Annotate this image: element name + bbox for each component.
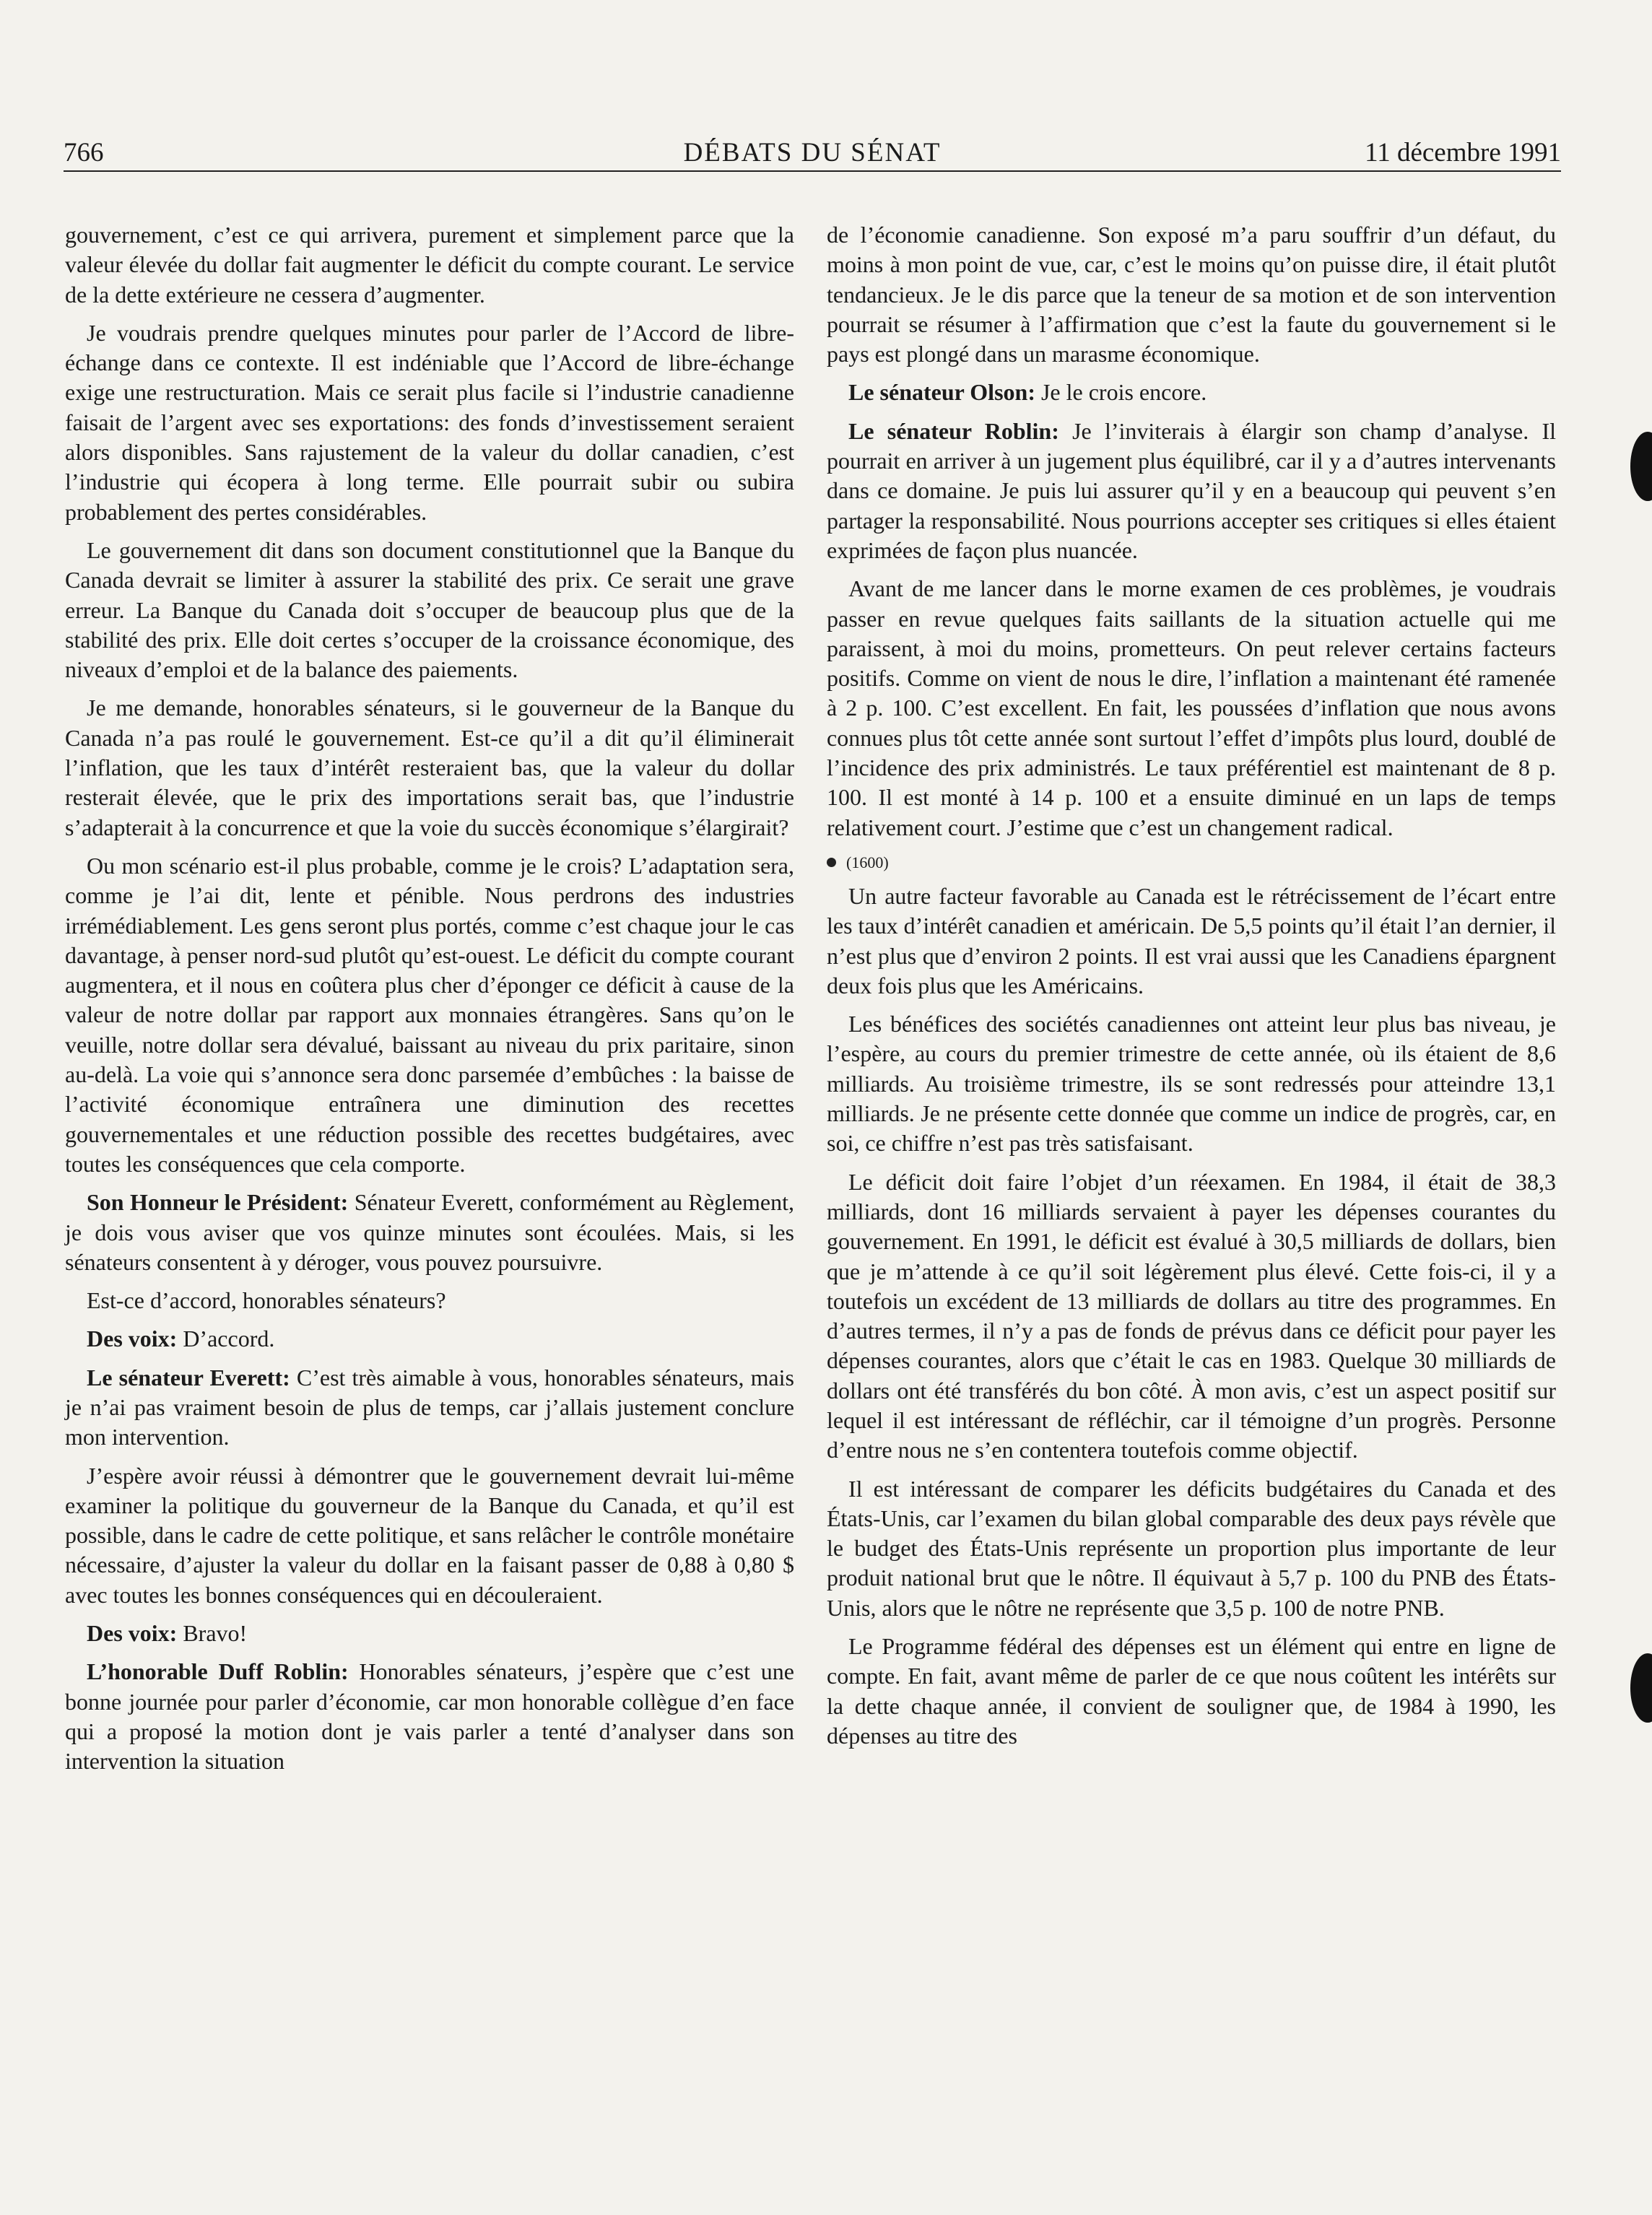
page-number: 766 [64, 138, 104, 167]
paragraph-text: Les bénéfices des sociétés canadiennes ont atteint leur plus bas niveau, je l’espère, au cours du premier trimestre de cette année, où ils étaient de 8,6 milliards. Au troisième trimestre, ils se sont redressés pour atteindre 13,1 milliards. Je ne présente cette donnée que comme un indice de progrès, car, en soi, ce chiffre n’est pas très satisfaisant. [827, 1011, 1556, 1157]
paragraph [827, 220, 1556, 369]
paragraph [65, 1188, 794, 1277]
paragraph [65, 220, 794, 310]
speaker-name: Le sénateur Everett: [87, 1364, 290, 1391]
page-header [64, 130, 1561, 172]
publication-title: DÉBATS DU SÉNAT [683, 138, 942, 167]
paragraph-text: Je me demande, honorables sénateurs, si le gouverneur de la Banque du Canada n’a pas roulé le gouvernement. Est-ce qu’il a dit qu’il éliminerait l’inflation, que les taux d’intérêt resteraient bas, que la valeur du dollar resterait élevée, que le prix des importations serait bas, que l’industrie s’adapterait à la concurrence et que la voie du succès économique s’élargirait? [65, 695, 794, 840]
speaker-name: Le sénateur Roblin: [848, 417, 1059, 444]
paragraph-text: Sénateur Everett, conformément au Règlement, je dois vous aviser que vos quinze minutes sont écoulées. Mais, si les sénateurs consentent à y déroger, vous pouvez poursuivre. [65, 1189, 795, 1275]
paragraph-text: Je voudrais prendre quelques minutes pour parler de l’Accord de libre-échange dans ce contexte. Il est indéniable que l’Accord de libre-échange exige une restructuration. Mais ce serait plus facile si l’industrie canadienne faisait de l’argent avec ses exportations: des fonds d’investissement seraient alors disponibles. Sans rajustement de la valeur du dollar canadien, c’est l’industrie qui écopera à long terme. Elle pourrait subir ou subira probablement des pertes considérables. [65, 319, 794, 525]
speaker-name: L’honorable Duff Roblin: [87, 1658, 349, 1685]
paragraph-text: Je l’inviterais à élargir son champ d’analyse. Il pourrait en arriver à un jugement plus équilibré, car il y a d’autres intervenants dans ce domaine. Je puis lui assurer qu’il y en a beaucoup qui peuvent s’en partager la responsabilité. Nous pourrions accepter ses critiques si elles étaient exprimées de façon plus nuancée. [827, 417, 1556, 563]
paragraph-text: C’est très aimable à vous, honorables sénateurs, mais je n’ai pas vraiment besoin de plus de temps, car j’allais justement conclure mon intervention. [65, 1364, 794, 1450]
paragraph-text: Le Programme fédéral des dépenses est un élément qui entre en ligne de compte. En fait, avant même de parler de ce que nous coûtent les intérêts sur la dette chaque année, il convient de souligner que, de 1984 à 1990, les dépenses au titre des [827, 1633, 1556, 1749]
paragraph [65, 536, 794, 684]
paragraph [65, 1363, 794, 1453]
bullet-icon [827, 858, 836, 867]
time-marker-text: (1600) [846, 853, 889, 871]
paragraph [65, 318, 794, 527]
paragraph [65, 1324, 794, 1354]
paragraph-text: J’espère avoir réussi à démontrer que le gouvernement devrait lui-même examiner la politique du gouverneur de la Banque du Canada, et qu’il est possible, dans le cadre de cette politique, et sans relâcher le contrôle monétaire nécessaire, d’ajuster la valeur du dollar en la faisant passer de 0,88 à 0,80 $ avec toutes les bonnes conséquences qui en découleraient. [65, 1462, 794, 1608]
paragraph [827, 1009, 1556, 1158]
binder-hole [1630, 1653, 1652, 1723]
speaker-name: Son Honneur le Président: [87, 1189, 349, 1216]
paragraph-text: Avant de me lancer dans le morne examen de ces problèmes, je voudrais passer en revue quelques faits saillants de la situation actuelle qui me paraissent, à moi du moins, prometteurs. On peut relever certains facteurs positifs. Comme on vient de nous le dire, l’inflation a maintenant été ramenée à 2 p. 100. C’est excellent. En fait, les poussées d’inflation que nous avons connues plus tôt cette année sont surtout l’effet d’impôts plus lourd, doublé de l’incidence des prix administrés. Le taux préférentiel est maintenant de 8 p. 100. Il est monté à 14 p. 100 et a ensuite diminué en un laps de temps relativement court. J’estime que c’est un changement radical. [827, 575, 1556, 840]
speaker-name: Des voix: [87, 1326, 178, 1352]
paragraph-text: D’accord. [177, 1326, 275, 1352]
paragraph-text: Un autre facteur favorable au Canada est le rétrécissement de l’écart entre les taux d’intérêt canadien et américain. De 5,5 points qu’il était l’an dernier, il n’est plus que d’environ 2 points. Il est vrai aussi que les Canadiens épargnent deux fois plus que les Américains. [827, 882, 1556, 998]
paragraph [65, 1657, 794, 1776]
paragraph [65, 693, 794, 842]
right-column [827, 220, 1556, 1759]
paragraph-text: de l’économie canadienne. Son exposé m’a paru souffrir d’un défaut, du moins à mon point de vue, car, c’est le moins qu’on puisse dire, il était plutôt tendancieux. Je le dis parce que la teneur de sa motion et de son intervention pourrait se résumer à l’affirmation que c’est la faute du gouvernement si le pays est plongé dans un marasme économique. [827, 222, 1556, 367]
publication-date: 11 décembre 1991 [1365, 138, 1561, 167]
paragraph [827, 882, 1556, 1001]
speaker-name: Le sénateur Olson: [848, 379, 1035, 406]
paragraph-text: Est-ce d’accord, honorables sénateurs? [87, 1287, 446, 1314]
paragraph [827, 1632, 1556, 1751]
left-column [65, 220, 794, 1785]
paragraph [827, 1167, 1556, 1466]
paragraph [827, 378, 1556, 407]
paragraph-text: Je le crois encore. [1035, 379, 1207, 406]
paragraph [827, 417, 1556, 565]
paragraph [65, 1286, 794, 1315]
paragraph [65, 1461, 794, 1610]
paragraph [65, 1619, 794, 1648]
paragraph-text: Il est intéressant de comparer les déficits budgétaires du Canada et des États-Unis, car l’examen du bilan global comparable des deux pays révèle que le budget des États-Unis représente un proportion plus importante de leur produit national brut que le nôtre. Il équivaut à 5,7 p. 100 du PNB des États-Unis, alors que le nôtre ne représente que 3,5 p. 100 de notre PNB. [827, 1475, 1556, 1621]
paragraph-text: Honorables sénateurs, j’espère que c’est une bonne journée pour parler d’économie, car mon honorable collègue d’en face qui a proposé la motion dont je vais parler a tenté d’analyser dans son intervention la situation [65, 1658, 795, 1775]
paragraph-text: Le déficit doit faire l’objet d’un réexamen. En 1984, il était de 38,3 milliards, dont 16 milliards servaient à payer les dépenses courantes du gouvernement. En 1991, le déficit est évalué à 30,5 milliards de dollars, bien que je m’attende à ce qu’il soit légèrement plus élevé. Cette fois-ci, il y a toutefois un excédent de 13 milliards de dollars au titre des programmes. En d’autres termes, il n’y a pas de fonds de prévus dans ce déficit pour payer les dépenses courantes, alors que c’était le cas en 1983. Quelque 30 milliards de dollars ont été transférés du bon côté. À mon avis, c’est un aspect positif sur lequel il est intéressant de réfléchir, car il témoigne d’un progrès. Personne d’entre nous ne s’en contentera toutefois comme objectif. [827, 1168, 1556, 1463]
paragraph-text: Bravo! [177, 1620, 248, 1647]
paragraph [827, 1474, 1556, 1623]
paragraph [827, 574, 1556, 843]
binder-hole [1630, 432, 1652, 501]
paragraph-text: Le gouvernement dit dans son document constitutionnel que la Banque du Canada devrait se limiter à assurer la stabilité des prix. Ce serait une grave erreur. La Banque du Canada doit s’occuper de beaucoup plus que de la stabilité des prix. Elle doit certes s’occuper de la croissance économique, des niveaux d’emploi et de la balance des paiements. [65, 536, 794, 683]
paragraph-text: Ou mon scénario est-il plus probable, comme je le crois? L’adaptation sera, comme je l’ai dit, lente et pénible. Nous perdrons des industries irrémédiablement. Les gens seront plus portés, comme c’est chaque jour le cas davantage, à penser nord-sud plutôt qu’est-ouest. Le déficit du compte courant augmentera, et il nous en coûtera plus cher d’éponger ce déficit à cause de la valeur de notre dollar par rapport aux monnaies étrangères. Sans qu’on le veuille, notre dollar sera dévalué, baissant au niveau du prix paritaire, sinon au-delà. La voie qui s’annonce sera donc parsemée d’embûches : la baisse de l’activité économique entraînera une diminution des recettes gouvernementales et une réduction possible des recettes budgétaires, avec toutes les conséquences que cela comporte. [65, 852, 794, 1177]
paragraph-text: gouvernement, c’est ce qui arrivera, purement et simplement parce que la valeur élevée du dollar fait augmenter le déficit du compte courant. Le service de la dette extérieure ne cessera d’augmenter. [65, 222, 794, 308]
time-marker [827, 851, 1556, 874]
speaker-name: Des voix: [87, 1620, 178, 1647]
paragraph [65, 851, 794, 1179]
